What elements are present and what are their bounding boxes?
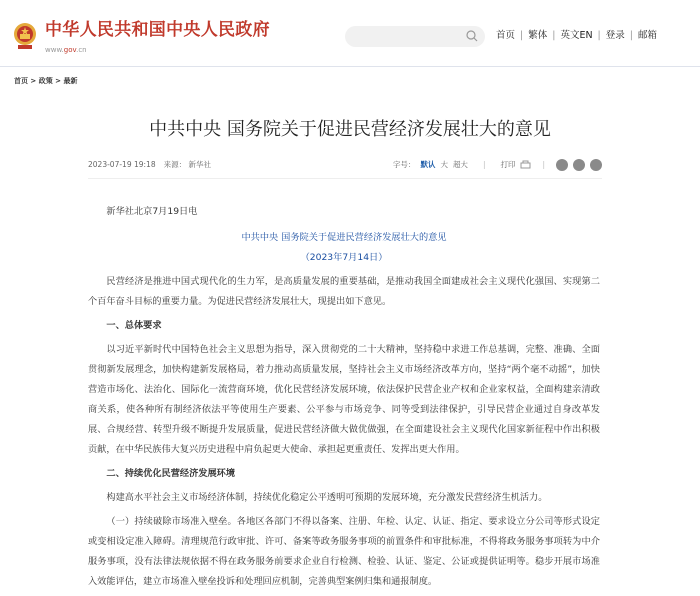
nav-english[interactable]: 英文EN <box>560 30 593 41</box>
weibo-share-icon[interactable] <box>556 159 568 171</box>
url-suffix: .cn <box>76 46 87 54</box>
article-meta <box>88 159 219 171</box>
font-large[interactable]: 大 <box>440 160 448 169</box>
divider: | <box>482 160 486 169</box>
source: 来源： 新华社 <box>163 160 211 169</box>
paragraph: 构建高水平社会主义市场经济体制，持续优化稳定公平透明可预期的发展环境，充分激发民营经济生机活力。 <box>106 492 548 503</box>
divider: | <box>629 30 633 41</box>
divider: | <box>552 30 556 41</box>
dateline: 新华社北京7月19日电 <box>106 206 198 217</box>
nav-mail[interactable]: 邮箱 <box>637 30 657 41</box>
wechat-share-icon[interactable] <box>573 159 585 171</box>
divider: | <box>520 30 524 41</box>
section-heading: 一、总体要求 <box>106 320 162 331</box>
divider: | <box>597 30 601 41</box>
national-emblem-icon <box>13 22 37 50</box>
nav-login[interactable]: 登录 <box>605 30 625 41</box>
site-name[interactable]: 中华人民共和国中央人民政府 <box>45 20 270 40</box>
url-prefix: www. <box>45 46 64 54</box>
section-heading: 二、持续优化民营经济发展环境 <box>106 468 236 479</box>
site-header <box>0 0 700 67</box>
doc-title: 中共中央 国务院关于促进民营经济发展壮大的意见 <box>241 232 447 243</box>
site-url <box>45 46 87 55</box>
url-mid: gov <box>63 46 77 54</box>
search-icon[interactable] <box>466 30 478 42</box>
nav-home[interactable]: 首页 <box>496 30 516 41</box>
search-input[interactable] <box>345 26 485 47</box>
breadcrumb[interactable]: 首页 > 政策 > 最新 <box>14 77 78 85</box>
top-nav <box>496 30 657 42</box>
font-xlarge[interactable]: 超大 <box>452 160 468 169</box>
nav-traditional[interactable]: 繁体 <box>528 30 548 41</box>
article-body <box>88 202 600 596</box>
publish-date: 2023-07-19 19:18 <box>88 160 156 169</box>
doc-date: （2023年7月14日） <box>300 252 388 263</box>
print-icon[interactable] <box>520 160 531 170</box>
paragraph: （一）持续破除市场准入壁垒。各地区各部门不得以备案、注册、年检、认定、认证、指定、要求设立分公司等形式设定或变相设定准入障碍。清理规范行政审批、许可、备案等政务服务事项的前置条件和审批标准，不得将政务服务事项转为中介服务事项，没有法律法规依据不得在政务服务前要求企业自行检测、检验、认证、鉴定、公证或提供证明等。稳步开展市场准入效能评估，建立市场准入壁垒投诉和处理回应机制，完善典型案例归集和通报制度。 <box>88 516 600 587</box>
paragraph: 以习近平新时代中国特色社会主义思想为指导，深入贯彻党的二十大精神，坚持稳中求进工作总基调，完整、准确、全面贯彻新发展理念，加快构建新发展格局，着力推动高质量发展，坚持社会主义市场经济改革方向，坚持“两个毫不动摇”，加快营造市场化、法治化、国际化一流营商环境，优化民营经济发展环境，依法保护民营企业产权和企业家权益，全面构建亲清政商关系，使各种所有制经济依法平等使用生产要素、公平参与市场竞争、同等受到法律保护，引导民营企业通过自身改革发展、合规经营、转型升级不断提升发展质量，促进民营经济做大做优做强，在全面建设社会主义现代化国家新征程中作出积极贡献，在中华民族伟大复兴历史进程中肩负起更大使命、承担起更重责任、发挥出更大作用。 <box>88 344 600 455</box>
article-meta-row <box>88 157 602 173</box>
divider: | <box>542 160 545 169</box>
font-size-label: 字号： <box>392 160 416 169</box>
print-button[interactable]: 打印 <box>500 160 516 169</box>
favorite-icon[interactable] <box>590 159 602 171</box>
paragraph: 民营经济是推进中国式现代化的生力军，是高质量发展的重要基础，是推动我国全面建成社会主义现代化强国、实现第二个百年奋斗目标的重要力量。为促进民营经济发展壮大，现提出如下意见。 <box>88 276 600 307</box>
article-tools <box>393 159 602 171</box>
divider <box>88 178 602 179</box>
page-title: 中共中央 国务院关于促进民营经济发展壮大的意见 <box>149 119 551 140</box>
font-default[interactable]: 默认 <box>420 160 436 169</box>
